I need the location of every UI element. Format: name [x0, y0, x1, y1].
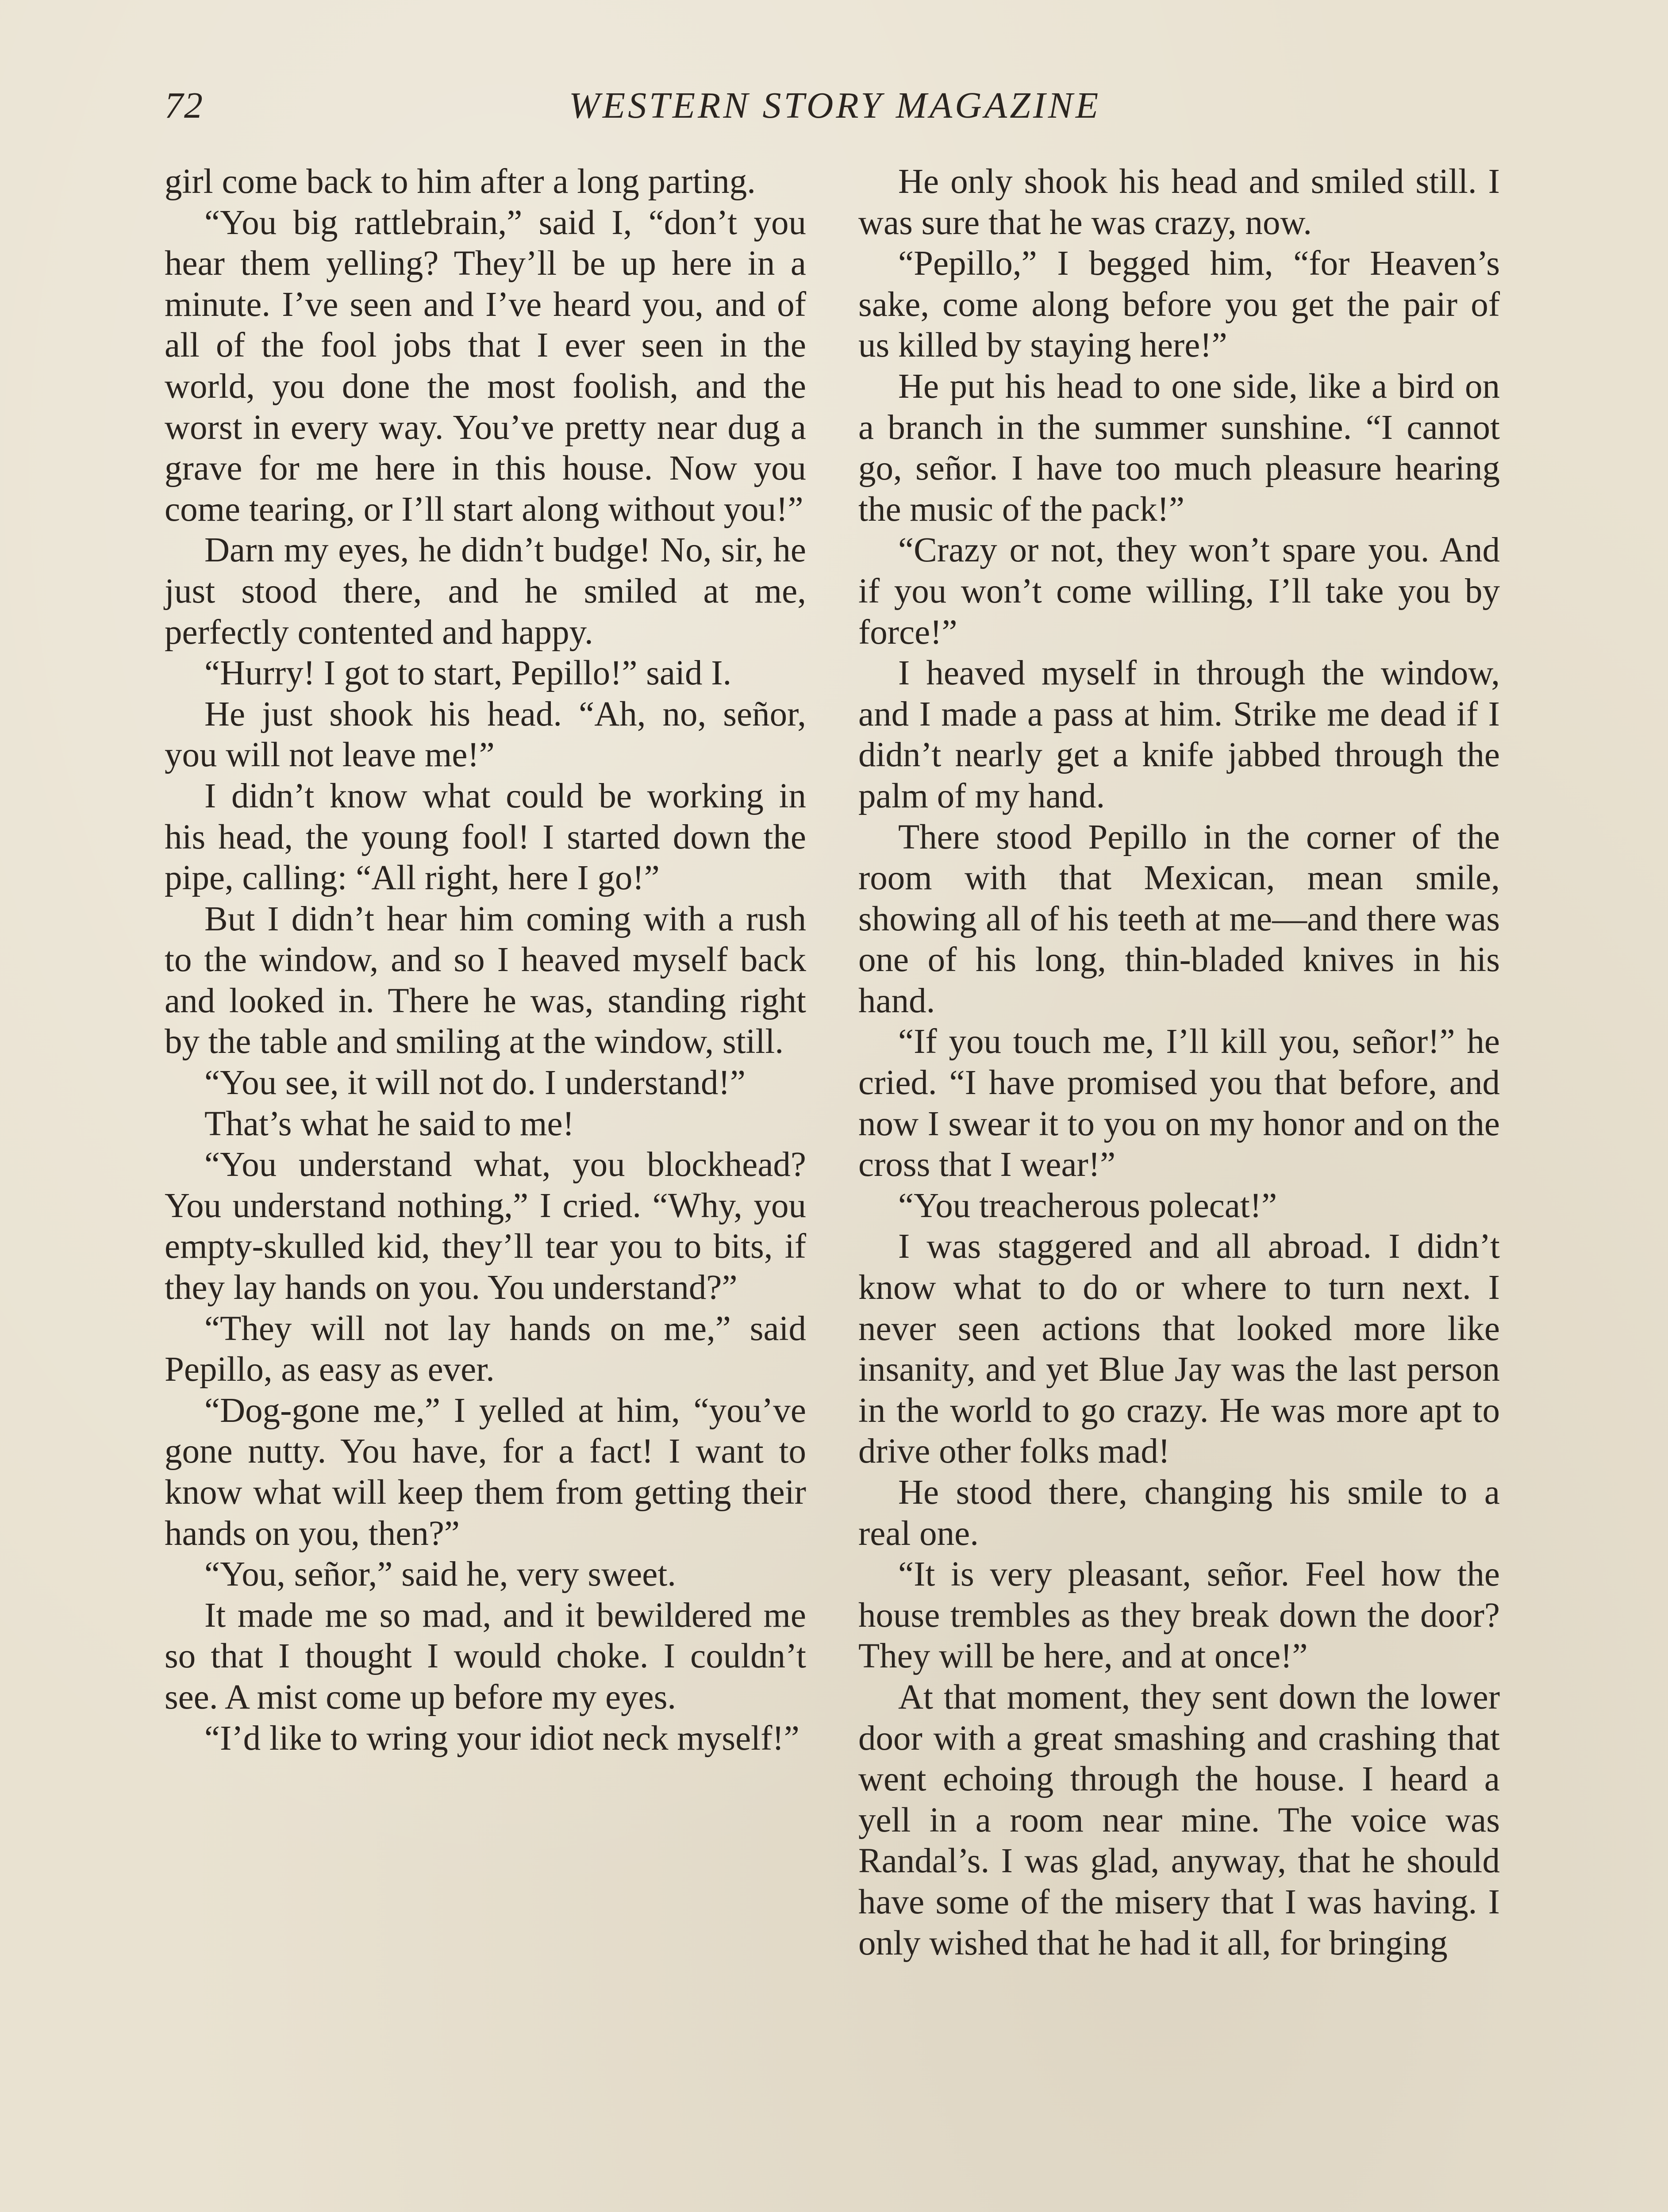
paragraph: “It is very pleasant, señor. Feel how the house trembles as they break down the door? They will be here, and at once!”: [858, 1555, 1500, 1676]
paragraph: “You treacherous polecat!”: [898, 1186, 1277, 1225]
paragraph: He put his head to one side, like a bird on a branch in the summer sunshine. “I cannot go, señor. I have too much pleasure hearing the music of the pack!”: [858, 367, 1500, 529]
paragraph: “I’d like to wring your idiot neck myself!”: [204, 1719, 799, 1758]
paragraph: “You, señor,” said he, very sweet.: [204, 1555, 676, 1594]
paragraph: It made me so mad, and it bewildered me so that I thought I would choke. I couldn’t see. A mist come up before my eyes.: [165, 1596, 806, 1717]
left-column: [165, 161, 806, 1759]
paragraph: “If you touch me, I’ll kill you, señor!” he cried. “I have promised you that before, and now I swear it to you on my honor and on the cross that I wear!”: [858, 1022, 1500, 1184]
paragraph: I didn’t know what could be working in his head, the young fool! I started down the pipe, calling: “All right, here I go!”: [165, 776, 806, 898]
paragraph: Darn my eyes, he didn’t budge! No, sir, he just stood there, and he smiled at me, perfectly contented and happy.: [165, 531, 806, 652]
paragraph: But I didn’t hear him coming with a rush to the window, and so I heaved myself back and looked in. There he was, standing right by the table and smiling at the window, still.: [165, 899, 806, 1061]
paragraph: “Pepillo,” I begged him, “for Heaven’s sake, come along before you get the pair of us killed by staying here!”: [858, 244, 1500, 365]
paragraph: At that moment, they sent down the lower door with a great smashing and crashing that went echoing through the house. I heard a yell in a room near mine. The voice was Randal’s. I was glad, anyway, that he should have some of the misery that I was having. I only wished that he had it all, for bringing: [858, 1678, 1500, 1962]
paragraph: “You big rattlebrain,” said I, “don’t you hear them yelling? They’ll be up here in a minute. I’ve seen and I’ve heard you, and of all of the fool jobs that I ever seen in the world, you done the most foolish, and the worst in every way. You’ve pretty near dug a grave for me here in this house. Now you come tearing, or I’ll start along without you!”: [165, 203, 806, 529]
paragraph: He just shook his head. “Ah, no, señor, you will not leave me!”: [165, 695, 806, 775]
running-title: WESTERN STORY MAGAZINE: [569, 85, 1101, 126]
paragraph: “You understand what, you blockhead? You understand nothing,” I cried. “Why, you empty-skulled kid, they’ll tear you to bits, if they lay hands on you. You understand?”: [165, 1145, 806, 1307]
paragraph: “Crazy or not, they won’t spare you. And if you won’t come willing, I’ll take you by force!”: [858, 531, 1500, 652]
page-number: 72: [165, 85, 204, 126]
paragraph: I was staggered and all abroad. I didn’t know what to do or where to turn next. I never seen actions that looked more like insanity, and yet Blue Jay was the last person in the world to go crazy. He was more apt to drive other folks mad!: [858, 1227, 1500, 1471]
paragraph: “You see, it will not do. I understand!”: [204, 1064, 746, 1102]
paragraph: He stood there, changing his smile to a real one.: [858, 1473, 1500, 1553]
paragraph: “They will not lay hands on me,” said Pepillo, as easy as ever.: [165, 1309, 806, 1389]
paragraph: “Dog-gone me,” I yelled at him, “you’ve gone nutty. You have, for a fact! I want to know what will keep them from getting their hands on you, then?”: [165, 1391, 806, 1553]
right-column: [858, 161, 1500, 1964]
paragraph: That’s what he said to me!: [204, 1104, 574, 1143]
paragraph: girl come back to him after a long parting.: [165, 162, 756, 201]
paragraph: He only shook his head and smiled still. I was sure that he was crazy, now.: [858, 162, 1500, 242]
paragraph: “Hurry! I got to start, Pepillo!” said I.: [204, 654, 732, 693]
page-header: [165, 84, 1505, 133]
paragraph: I heaved myself in through the window, and I made a pass at him. Strike me dead if I didn’t nearly get a knife jabbed through the palm of my hand.: [858, 654, 1500, 815]
paragraph: There stood Pepillo in the corner of the room with that Mexican, mean smile, showing all of his teeth at me—and there was one of his long, thin-bladed knives in his hand.: [858, 818, 1500, 1020]
